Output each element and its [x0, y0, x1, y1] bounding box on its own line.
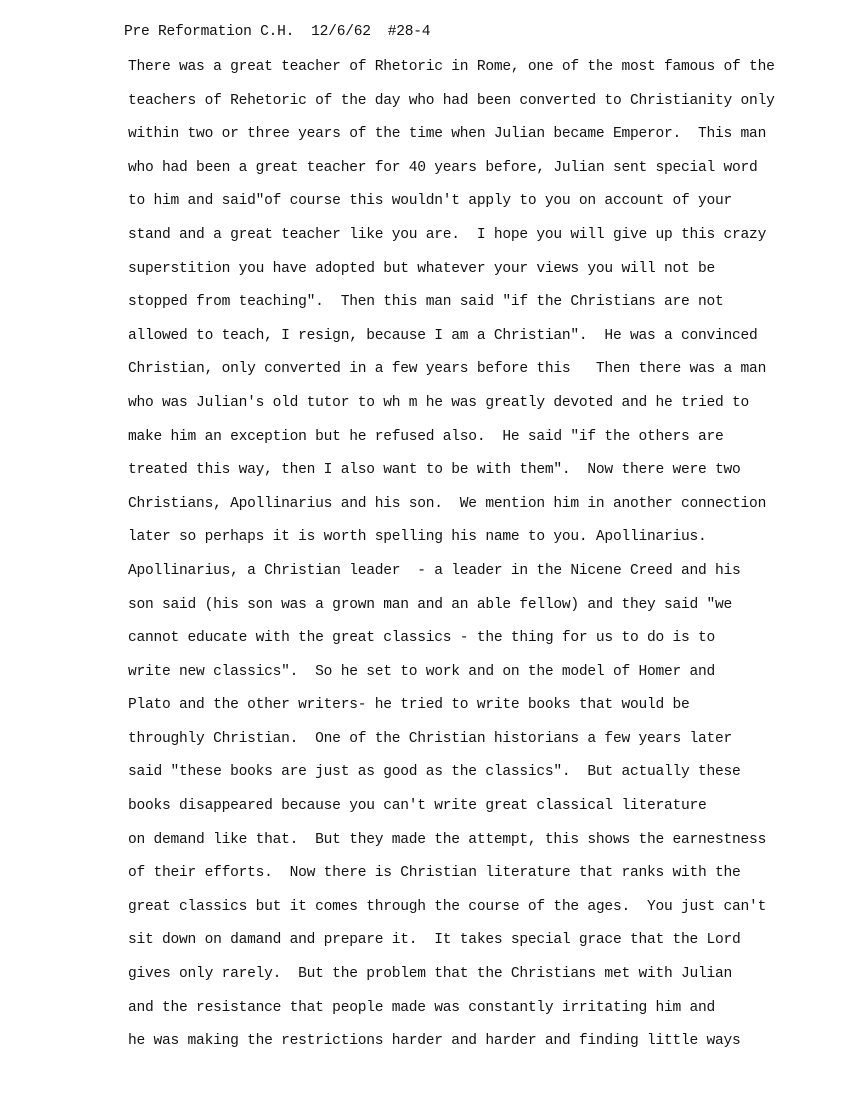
text-line: throughly Christian. One of the Christian historians a few years later — [128, 730, 733, 747]
text-line: books disappeared because you can't write great classical literature — [128, 798, 707, 815]
text-line: Plato and the other writers- he tried to write books that would be — [128, 697, 690, 714]
text-line: Christian, only converted in a few years before this Then there was a man — [128, 361, 767, 378]
text-line: make him an exception but he refused also. He said "if the others are — [128, 428, 724, 445]
text-line: of their efforts. Now there is Christian literature that ranks with the — [128, 865, 741, 882]
text-line: on demand like that. But they made the attempt, this shows the earnestness — [128, 831, 767, 848]
text-line: cannot educate with the great classics - the thing for us to do is to — [128, 630, 716, 647]
text-line: son said (his son was a grown man and an able fellow) and they said "we — [128, 596, 733, 613]
text-line: sit down on damand and prepare it. It takes special grace that the Lord — [128, 932, 741, 949]
text-line: who was Julian's old tutor to wh m he was greatly devoted and he tried to — [128, 394, 750, 411]
text-line: teachers of Rehetoric of the day who had been converted to Christianity only — [128, 92, 775, 109]
text-line: treated this way, then I also want to be with them". Now there were two — [128, 462, 741, 479]
text-line: great classics but it comes through the course of the ages. You just can't — [128, 898, 767, 915]
text-line: write new classics". So he set to work and on the model of Homer and — [128, 663, 716, 680]
text-line: said "these books are just as good as the classics". But actually these — [128, 764, 741, 781]
body-text — [128, 57, 775, 1065]
text-line: superstition you have adopted but whatever your views you will not be — [128, 260, 716, 277]
text-line: There was a great teacher of Rhetoric in Rome, one of the most famous of the — [128, 59, 775, 75]
text-line: to him and said"of course this wouldn't apply to you on account of your — [128, 193, 733, 210]
text-line: stand and a great teacher like you are. I hope you will give up this crazy — [128, 226, 767, 243]
text-line: Apollinarius, a Christian leader - a leader in the Nicene Creed and his — [128, 562, 741, 579]
text-line: he was making the restrictions harder and harder and finding little ways — [128, 1033, 741, 1050]
text-line: allowed to teach, I resign, because I am a Christian". He was a convinced — [128, 327, 758, 344]
text-line: later so perhaps it is worth spelling his name to you. Apollinarius. — [128, 529, 707, 546]
text-line: and the resistance that people made was constantly irritating him and — [128, 999, 716, 1016]
page-header: Pre Reformation C.H. 12/6/62 #28-4 — [124, 24, 431, 40]
text-line: who had been a great teacher for 40 years before, Julian sent special word — [128, 159, 758, 176]
text-line: stopped from teaching". Then this man said "if the Christians are not — [128, 294, 724, 311]
text-line: gives only rarely. But the problem that the Christians met with Julian — [128, 966, 733, 983]
text-line: Christians, Apollinarius and his son. We mention him in another connection — [128, 495, 767, 512]
text-line: within two or three years of the time when Julian became Emperor. This man — [128, 126, 767, 143]
